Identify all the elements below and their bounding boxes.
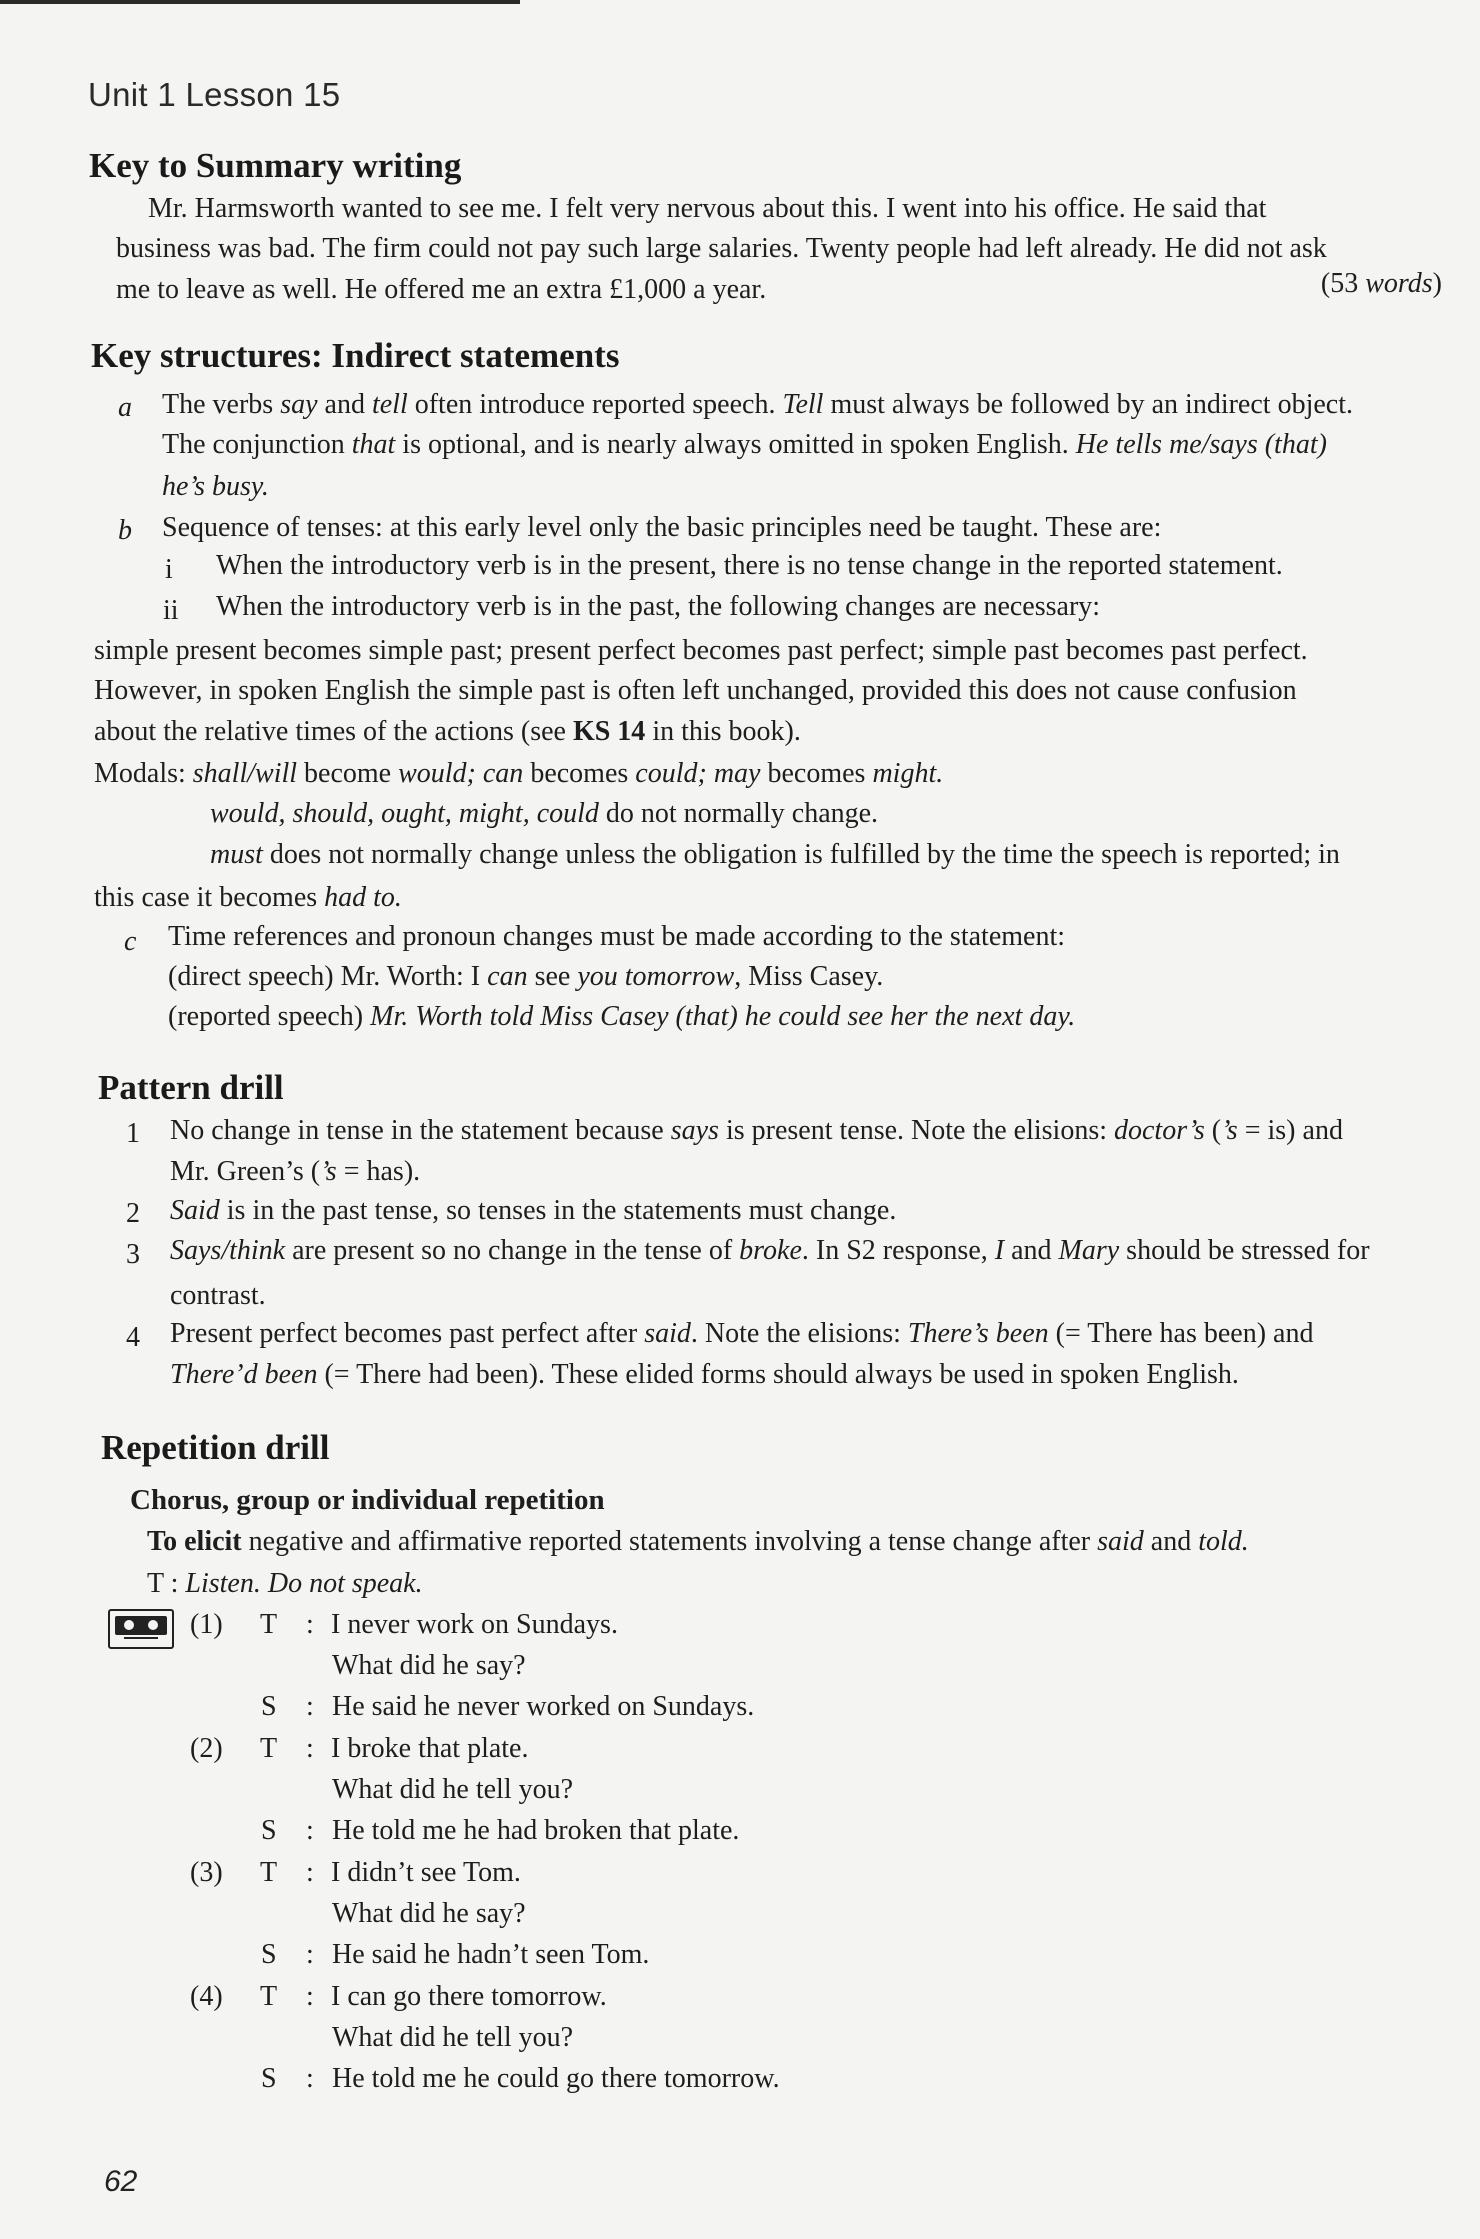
pattern-line: Mr. Green’s (’s = has).	[170, 1156, 421, 1187]
structures-a-line3: he’s busy.	[162, 471, 269, 502]
speaker-s: S	[261, 1691, 277, 1722]
unit-header: Unit 1 Lesson 15	[88, 76, 341, 113]
drill-number: (1)	[190, 1609, 223, 1640]
pattern-line: There’d been (= There had been). These elided forms should always be used in spoken English.	[170, 1359, 1239, 1390]
item-label-b: b	[118, 515, 132, 546]
pattern-line: No change in tense in the statement because says is present tense. Note the elisions: doctor’s (’s = is) and	[170, 1115, 1343, 1146]
colon: :	[306, 1733, 314, 1764]
speaker-t: T	[260, 1733, 278, 1764]
item-label-c: c	[124, 926, 137, 957]
structures-b-line1: Sequence of tenses: at this early level only the basic principles need be taught. These are:	[162, 512, 1162, 543]
colon: :	[306, 1857, 314, 1888]
structures-bi: When the introductory verb is in the present, there is no tense change in the reported statement.	[216, 550, 1283, 581]
structures-c-line1: Time references and pronoun changes must be made according to the statement:	[168, 921, 1066, 952]
summary-line: me to leave as well. He offered me an extra £1,000 a year.	[116, 274, 767, 305]
colon: :	[306, 1939, 314, 1970]
colon: :	[306, 1815, 314, 1846]
summary-line: business was bad. The firm could not pay such large salaries. Twenty people had left already. He did not ask	[116, 233, 1327, 264]
structures-para-line: simple present becomes simple past; present perfect becomes past perfect; simple past becomes past perfect.	[94, 635, 1308, 666]
structures-a-line1: The verbs say and tell often introduce reported speech. Tell must always be followed by an indirect object.	[162, 389, 1353, 420]
student-line: He told me he had broken that plate.	[332, 1815, 740, 1846]
pattern-line: Said is in the past tense, so tenses in the statements must change.	[170, 1195, 897, 1226]
pattern-line: Says/think are present so no change in the tense of broke. In S2 response, I and Mary should be stressed for	[170, 1235, 1370, 1266]
student-line: He said he hadn’t seen Tom.	[332, 1939, 650, 1970]
pattern-number: 1	[126, 1118, 140, 1149]
colon: :	[306, 1981, 314, 2012]
drill-number: (4)	[190, 1981, 223, 2012]
pattern-line: Present perfect becomes past perfect after said. Note the elisions: There’s been (= There has been) and	[170, 1318, 1314, 1349]
item-label-bi: i	[165, 554, 173, 585]
word-count: (53 words)	[1320, 268, 1442, 299]
page-number: 62	[104, 2165, 138, 2198]
repetition-subheading: Chorus, group or individual repetition	[130, 1484, 605, 1516]
repetition-heading: Repetition drill	[101, 1428, 330, 1467]
structures-bii: When the introductory verb is in the past, the following changes are necessary:	[216, 591, 1101, 622]
student-line: He told me he could go there tomorrow.	[332, 2063, 780, 2094]
teacher-question: What did he tell you?	[332, 1774, 574, 1805]
structures-c-line2: (direct speech) Mr. Worth: I can see you tomorrow, Miss Casey.	[168, 961, 884, 992]
speaker-t: T	[260, 1981, 278, 2012]
structures-a-line2: The conjunction that is optional, and is nearly always omitted in spoken English. He tells me/says (that)	[162, 429, 1327, 460]
modals-line2: would, should, ought, might, could do not normally change.	[210, 798, 879, 829]
teacher-line: I never work on Sundays.	[331, 1609, 618, 1640]
pattern-number: 4	[126, 1322, 140, 1353]
drill-number: (2)	[190, 1733, 223, 1764]
repetition-elicit: To elicit negative and affirmative reported statements involving a tense change after said and told.	[147, 1526, 1249, 1557]
cassette-icon	[108, 1609, 174, 1649]
colon: :	[306, 2063, 314, 2094]
pattern-heading: Pattern drill	[98, 1068, 284, 1107]
teacher-question: What did he say?	[332, 1650, 526, 1681]
colon: :	[306, 1609, 314, 1640]
pattern-number: 3	[126, 1239, 140, 1270]
structures-c-line3: (reported speech) Mr. Worth told Miss Casey (that) he could see her the next day.	[168, 1001, 1076, 1032]
structures-heading: Key structures: Indirect statements	[91, 336, 620, 375]
modals-line4: this case it becomes had to.	[94, 882, 402, 913]
teacher-line: I didn’t see Tom.	[331, 1857, 521, 1888]
summary-line: Mr. Harmsworth wanted to see me. I felt very nervous about this. I went into his office. He said that	[148, 193, 1267, 224]
drill-number: (3)	[190, 1857, 223, 1888]
student-line: He said he never worked on Sundays.	[332, 1691, 755, 1722]
structures-para-line: about the relative times of the actions (see KS 14 in this book).	[94, 716, 801, 747]
item-label-a: a	[118, 392, 132, 423]
structures-para-line: However, in spoken English the simple past is often left unchanged, provided this does not cause confusion	[94, 675, 1297, 706]
colon: :	[306, 1691, 314, 1722]
speaker-t: T	[260, 1857, 278, 1888]
teacher-question: What did he tell you?	[332, 2022, 574, 2053]
summary-heading: Key to Summary writing	[89, 146, 462, 185]
modals-line1: Modals: shall/will become would; can becomes could; may becomes might.	[94, 758, 944, 789]
item-label-bii: ii	[163, 595, 179, 626]
speaker-s: S	[261, 1815, 277, 1846]
pattern-number: 2	[126, 1198, 140, 1229]
pattern-line: contrast.	[170, 1280, 266, 1311]
modals-line3: must does not normally change unless the obligation is fulfilled by the time the speech is reported; in	[210, 839, 1340, 870]
speaker-t: T	[260, 1609, 278, 1640]
teacher-line: I broke that plate.	[331, 1733, 529, 1764]
teacher-question: What did he say?	[332, 1898, 526, 1929]
speaker-s: S	[261, 1939, 277, 1970]
teacher-prompt: T : Listen. Do not speak.	[147, 1568, 423, 1599]
teacher-line: I can go there tomorrow.	[331, 1981, 607, 2012]
speaker-s: S	[261, 2063, 277, 2094]
